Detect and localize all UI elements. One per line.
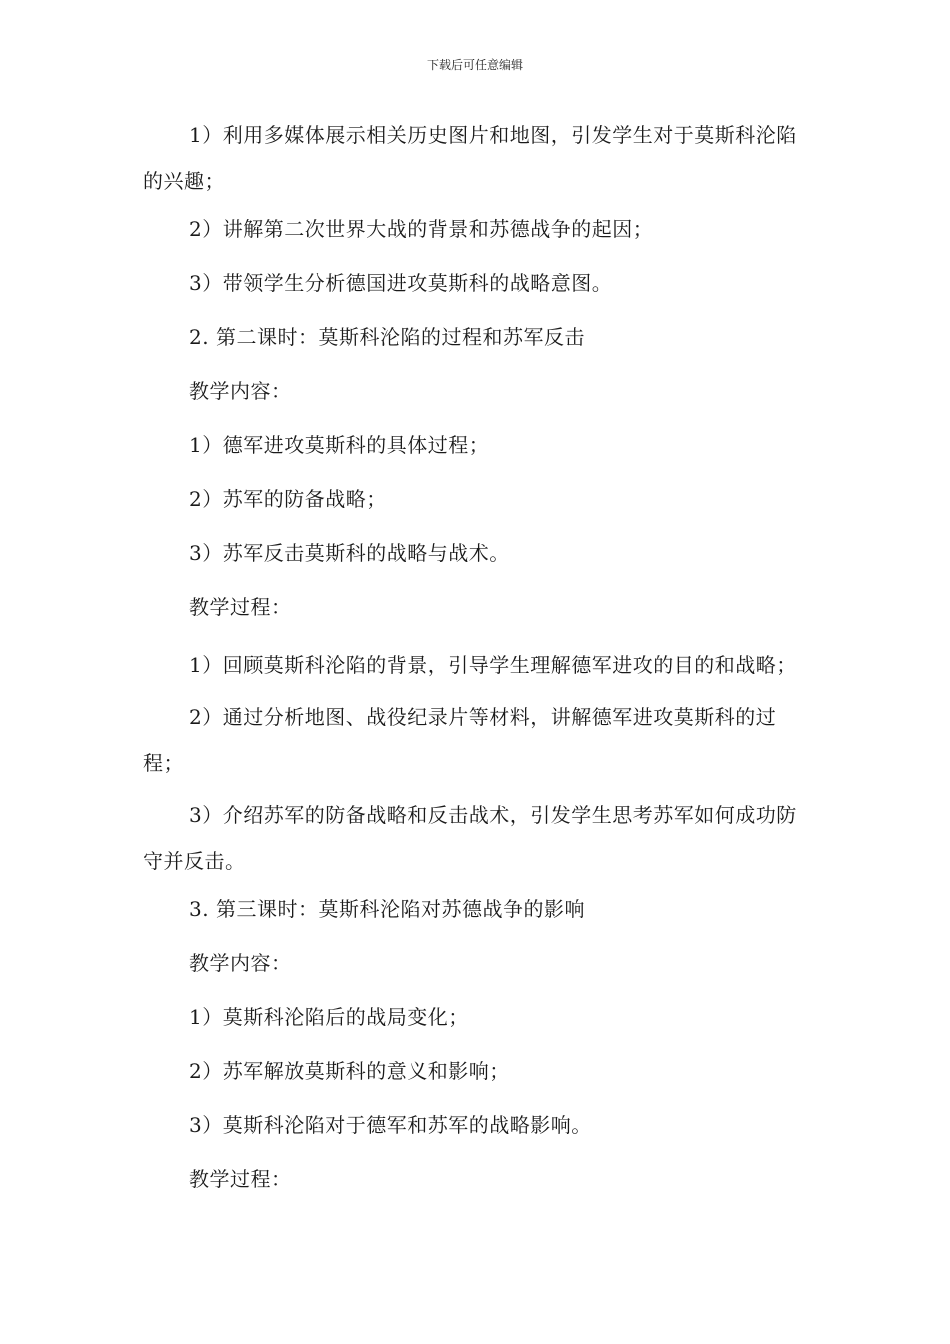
teaching-content-label-2: 教学内容： bbox=[189, 951, 292, 975]
page-header-note: 下载后可任意编辑 bbox=[426, 58, 523, 72]
document-body bbox=[143, 112, 805, 1214]
section-heading-lesson-3: 3. 第三课时：莫斯科沦陷对苏德战争的影响 bbox=[189, 897, 585, 921]
paragraph-17: 3）莫斯科沦陷对于德军和苏军的战略影响。 bbox=[189, 1113, 592, 1137]
paragraph-6: 1）德军进攻莫斯科的具体过程； bbox=[189, 433, 490, 457]
paragraph-15: 1）莫斯科沦陷后的战局变化； bbox=[189, 1005, 469, 1029]
paragraph-1: 1）利用多媒体展示相关历史图片和地图，引发学生对于莫斯科沦陷的兴趣； bbox=[143, 123, 797, 193]
paragraph-3: 3）带领学生分析德国进攻莫斯科的战略意图。 bbox=[189, 271, 613, 295]
paragraph-8: 3）苏军反击莫斯科的战略与战术。 bbox=[189, 541, 510, 565]
teaching-process-label: 教学过程： bbox=[189, 595, 292, 619]
paragraph-12: 3）介绍苏军的防备战略和反击战术，引发学生思考苏军如何成功防守并反击。 bbox=[143, 803, 797, 873]
paragraph-16: 2）苏军解放莫斯科的意义和影响； bbox=[189, 1059, 510, 1083]
teaching-process-label-2: 教学过程： bbox=[189, 1167, 292, 1191]
paragraph-11: 2）通过分析地图、战役纪录片等材料，讲解德军进攻莫斯科的过程； bbox=[143, 705, 777, 775]
paragraph-7: 2）苏军的防备战略； bbox=[189, 487, 387, 511]
paragraph-10: 1）回顾莫斯科沦陷的背景，引导学生理解德军进攻的目的和战略； bbox=[189, 653, 797, 677]
section-heading-lesson-2: 2. 第二课时：莫斯科沦陷的过程和苏军反击 bbox=[189, 325, 585, 349]
teaching-content-label: 教学内容： bbox=[189, 379, 292, 403]
paragraph-2: 2）讲解第二次世界大战的背景和苏德战争的起因； bbox=[189, 217, 654, 241]
